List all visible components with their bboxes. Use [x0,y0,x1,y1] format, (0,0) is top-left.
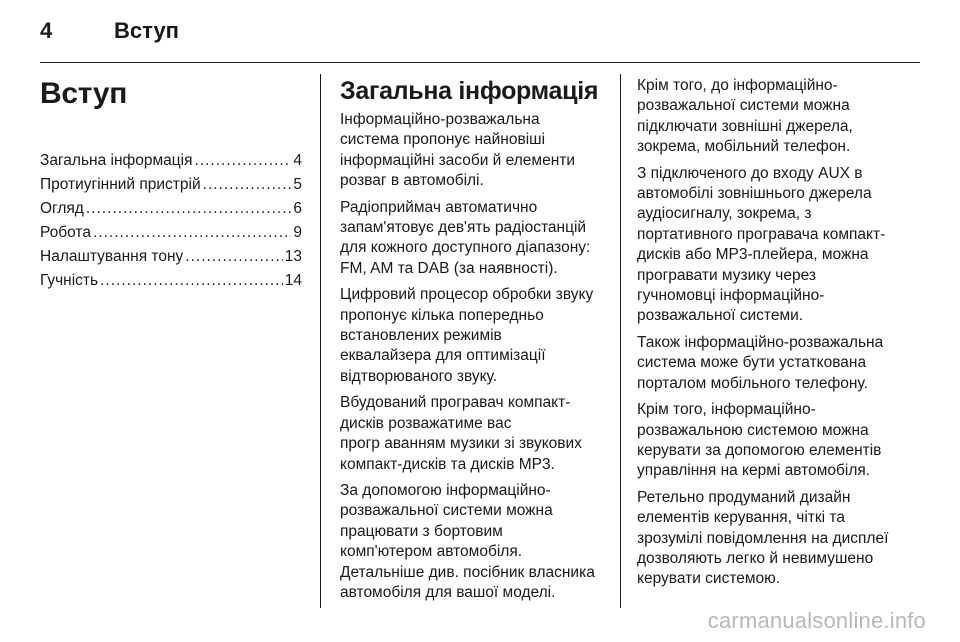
toc-item-title: Налаштування тону [40,248,184,265]
page-header [40,18,920,48]
toc-item-title: Загальна інформація [40,152,193,169]
paragraph: З підключеного до входу AUX в автомобілі зовнішнього джерела аудіосигналу, зокрема, з портативного програвача компакт- дисків або MP3-плейера, можна програвати музику через гучномовці інформаційно- розважальної системи. [637,164,886,325]
toc-leader-dots [203,173,292,197]
toc-leader-dots [185,245,282,269]
toc-item-page: 9 [293,224,302,241]
toc-item-page: 14 [284,272,302,289]
general-info-column [340,76,606,609]
toc-item-page: 5 [293,176,302,193]
section-title: Вступ [40,77,128,110]
toc-item-title: Огляд [40,200,84,217]
toc-item-title: Робота [40,224,91,241]
paragraph: Ретельно продуманий дизайн елементів керування, чіткі та зрозумілі повідомлення на дисплеї дозволяють легко й невимушено керувати системою. [637,488,889,588]
header-divider [40,62,920,63]
toc-item[interactable] [40,197,302,221]
page-number: 4 [40,18,53,43]
right-text-column [637,76,905,596]
toc-item-title: Гучність [40,272,99,289]
paragraph: Радіоприймач автоматично запам'ятовує дев'ять радіостанцій для кожного доступного діапазону: FM, AM та DAB (за наявності). [340,198,591,277]
header-title: Вступ [114,18,179,43]
toc-leader-dots [93,221,291,245]
subsection-title: Загальна інформація [340,77,599,105]
toc-item-title: Протиугінний пристрій [40,176,201,193]
toc-item[interactable] [40,245,302,269]
toc-item[interactable] [40,269,302,293]
toc-item[interactable] [40,173,302,197]
paragraph: Цифровий процесор обробки звуку пропонує кілька попередньо встановлених режимів еквалайзера для оптимізації відтворюваного звуку. [340,286,594,385]
toc-item[interactable] [40,149,302,173]
toc-leader-dots [195,149,292,173]
paragraph: Інформаційно-розважальна система пропонує найновіші інформаційні засоби й елементи розваг в автомобілі. [340,111,576,190]
table-of-contents [40,149,302,293]
paragraph: Також інформаційно-розважальна система може бути устаткована порталом мобільного телефону. [637,333,884,392]
watermark: carmanualsonline.info [707,608,926,633]
toc-leader-dots [100,269,283,293]
toc-item-page: 4 [293,152,302,169]
toc-leader-dots [86,197,292,221]
paragraph: За допомогою інформаційно- розважальної системи можна працювати з бортовим комп'ютером автомобіля. Детальніше див. посібник власника автомобіля для вашої моделі. [340,481,595,601]
column-divider-2 [620,74,621,608]
toc-item-page: 6 [293,200,302,217]
paragraph: Крім того, інформаційно- розважальною системою можна керувати за допомогою елементів управління на кермі автомобіля. [637,401,882,480]
paragraph: Вбудований програвач компакт- дисків розважатиме вас прогр аванням музики зі звукових компакт-дисків та дисків MP3. [340,394,582,473]
column-divider-1 [320,74,321,608]
toc-column [40,76,302,309]
toc-item-page: 13 [284,248,302,265]
toc-item[interactable] [40,221,302,245]
paragraph: Крім того, до інформаційно- розважальної системи можна підключати зовнішні джерела, зокрема, мобільний телефон. [637,77,853,156]
